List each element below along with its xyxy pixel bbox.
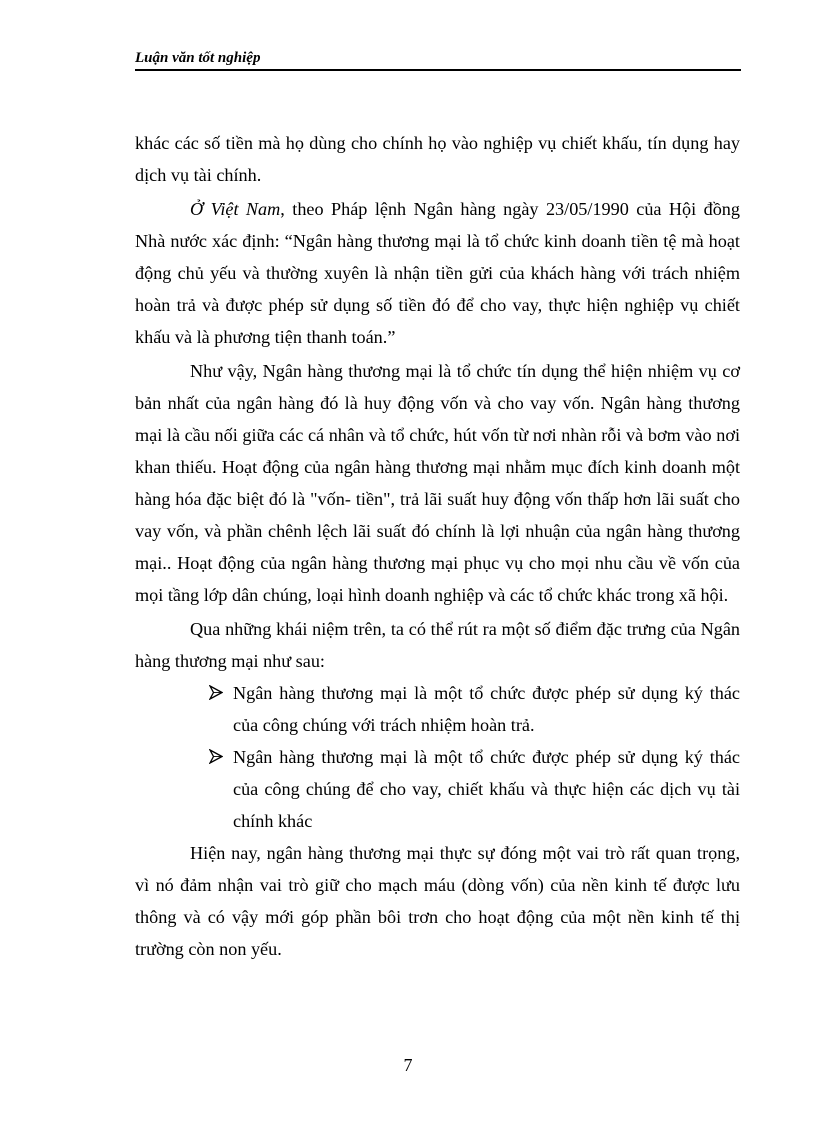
paragraph-continuation: khác các số tiền mà họ dùng cho chính họ vào nghiệp vụ chiết khấu, tín dụng hay dịch vụ tài chính. (135, 133, 740, 185)
paragraph-characteristics-intro: Qua những khái niệm trên, ta có thể rút ra một số điểm đặc trưng của Ngân hàng thương mại như sau: (135, 619, 740, 671)
list-item (233, 677, 740, 741)
paragraph-vietnam-italic: Ở Việt Nam (190, 199, 281, 219)
paragraph-vietnam-definition (135, 193, 740, 353)
characteristics-list (135, 677, 740, 837)
paragraph-current-role: Hiện nay, ngân hàng thương mại thực sự đóng một vai trò rất quan trọng, vì nó đảm nhận vai trò giữ cho mạch máu (dòng vốn) của nền kinh tế được lưu thông và có vậy mới góp phần bôi trơn cho hoạt động của một nền kinh tế thị trường còn non yếu. (135, 843, 740, 959)
list-item (233, 741, 740, 837)
paragraph-commercial-bank-role: Như vậy, Ngân hàng thương mại là tổ chức tín dụng thể hiện nhiệm vụ cơ bản nhất của ngân hàng đó là huy động vốn và cho vay vốn. Ngân hàng thương mại là cầu nối giữa các cá nhân và tổ chức, hút vốn từ nơi nhàn rỗi và bơm vào nơi khan thiếu. Hoạt động của ngân hàng thương mại nhằm mục đích kinh doanh một hàng hóa đặc biệt đó là "vốn- tiền", trả lãi suất huy động vốn thấp hơn lãi suất cho vay vốn, và phần chênh lệch lãi suất đó chính là lợi nhuận của ngân hàng thương mại.. Hoạt động của ngân hàng thương mại phục vụ cho mọi nhu cầu về vốn của mọi tầng lớp dân chúng, loại hình doanh nghiệp và các tổ chức khác trong xã hội. (135, 361, 740, 605)
list-item-text: Ngân hàng thương mại là một tổ chức được phép sử dụng ký thác của công chúng để cho vay, chiết khấu và thực hiện các dịch vụ tài chính khác (233, 747, 740, 831)
paragraph-vietnam-text: , theo Pháp lệnh Ngân hàng ngày 23/05/1990 của Hội đồng Nhà nước xác định: “Ngân hàng thương mại là tổ chức kinh doanh tiền tệ mà hoạt động chủ yếu và thường xuyên là nhận tiền gửi của khách hàng với trách nhiệm hoàn trả và được phép sử dụng số tiền đó để cho vay, thực hiện nghiệp vụ chiết khấu và là phương tiện thanh toán.” (135, 199, 740, 347)
arrowhead-bullet-icon (209, 685, 223, 700)
page-number: 7 (403, 1055, 413, 1075)
list-item-text: Ngân hàng thương mại là một tổ chức được phép sử dụng ký thác của công chúng với trách nhiệm hoàn trả. (233, 683, 740, 735)
page-header (135, 49, 741, 71)
header-title: Luận văn tốt nghiệp (135, 50, 261, 66)
arrowhead-bullet-icon (209, 749, 223, 764)
document-body (135, 127, 740, 965)
